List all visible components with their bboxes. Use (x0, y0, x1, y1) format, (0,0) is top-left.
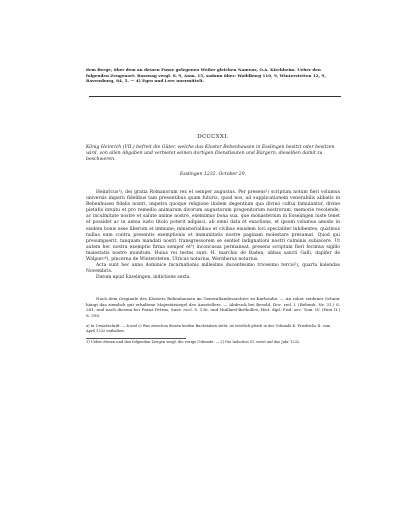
charter-paragraph: Acta sunt hec anno dominice incarnationis millesimo ducentesimo tricesimo tercio⁵), quarta kalendas Novembris. (86, 263, 340, 275)
document-summary: König Heinrich (VII.) befreit die Güter, welche das Kloster Bebenhausen in Esslingen besitzt oder besitzen wird, von allen Abgaben und verbietet seinen dortigen Dienstleuten und Bürgern, dieselben damit zu beschweren. (86, 145, 335, 162)
document-number: DCCCXXI. (197, 134, 229, 140)
source-note (86, 296, 340, 318)
charter-paragraph: Datum apud Ezzelingen, indictione sexta. (96, 275, 191, 281)
previous-document-footnote: dem Berge, über dem an dessen Fusse gelegenen Weiler gleichen Namens, O.A. Kirchheim. Ueber den folgenden Zeugenort: Rosswag vergl. S. 9, Anm. 15, sodann über: Waiblburg 110, 9, Winterstetten 12, 9, Ravensburg, 84, 5. — 4) Egro und Lere unermittelt. (86, 67, 326, 84)
charter-paragraph: Heinricus¹), dei gratia Romanorum rex et semper augustus. Per presens²) scriptum notum fieri volumus universis imperii fidelibus tam presentibus quam futuris, quod nos, ad supplicationem venerabilis abbatis in Bebenhusen fidelis nostri, impetra quoque religione ibidem degentium qua divinö cultui famulantur, divine pietatis intuitu et pro remedio animarum divorum augustorum progenitorum nostrorum, memorie recolende, ac inculmitate nostre et salute anime nostre, exemimus bona sua, que monasterium in Esselingen iuste tenet et possidet ac in antea iusto titulo poterit adipisci, ab omni data et exactione, et ipsum volumus amodo in eisdem bonis esse liberum et immune; ministerialibus et civibus eiusdem loci specialiter inhibentes, quatinus nullus eum contra presentis exemptionis et immunitatis nostre paginam molestare presumat. Quod qui presumpserit, tanquam mandati nostri transgressorem se sentiet indignationi nostri culminis subiacere. Ut autem hec nostra exemptio firma semper et³) inconcussa permaneat, presens scriptum fieri fecimus sigillo maiestatis nostre munitum. Huius rei testes sunt: H. marchio de Baden, abbas sancti Galli, dapifer de Walpurc⁴), pincerna de Wintersteten, Ulricus notarius, Wernherus notarius. (86, 190, 340, 263)
footnote: 1) Ueber diesen und den folgenden Zeugen vergl. die vorige Urkunde. — 2) Die Indiction VI. weist auf das Jahr 1232. (86, 340, 301, 344)
charter-text (86, 190, 340, 281)
critical-apparatus: a) In Ursiabschrift. — b und c) Was zwischen diesen beiden Buchstaben steht, ist wörtlich gleich in der Urkunde K. Friedrichs II. vom April 1232 enthalten. (86, 324, 331, 333)
source-paragraph: Nach dem Originale des Klosters Bebenhausen im Generallandesarchive zu Karlsruhe. — An roher seidener Schnur hängt das ziemlich gut erhaltene Majestätsiegel des Ausstellers. — Abdruck bei Besold, Doc. red. I. (Rebenh. Nr. 31.) S. 381, und nach diesem bei Franz Petrus, Suev. eccl. S. 136, und Huillard-Bréholles, Hist. dipl. Frid. sec. Tom. IV. (Pars II.) S. 590. (86, 296, 340, 318)
section-divider (89, 96, 341, 97)
date-line: Esslingen 1232. October 29. (179, 172, 247, 177)
footnote-divider (86, 338, 186, 339)
